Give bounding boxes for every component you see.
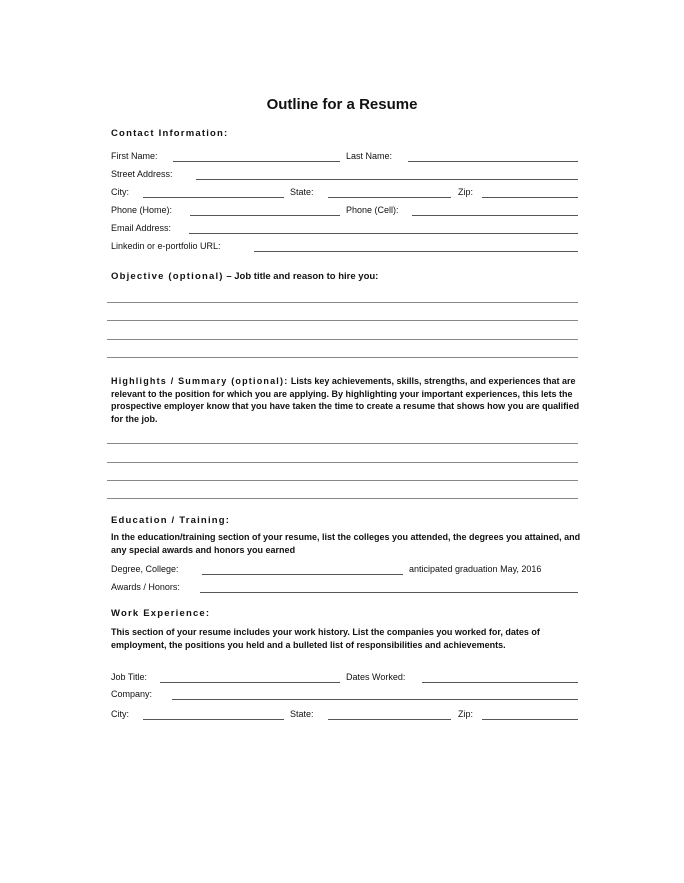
phone-cell-label: Phone (Cell): bbox=[346, 205, 399, 215]
highlights-line-3[interactable] bbox=[107, 480, 578, 481]
work-state-label: State: bbox=[290, 709, 314, 719]
company-label: Company: bbox=[111, 689, 153, 699]
job-title-field[interactable] bbox=[160, 682, 340, 683]
phone-home-field[interactable] bbox=[190, 215, 340, 216]
phone-cell-field[interactable] bbox=[412, 215, 578, 216]
objective-subtext: – Job title and reason to hire you: bbox=[223, 271, 379, 282]
phone-home-label: Phone (Home): bbox=[111, 205, 173, 215]
company-field[interactable] bbox=[172, 699, 578, 700]
email-label: Email Address: bbox=[111, 223, 172, 233]
work-state-field[interactable] bbox=[328, 719, 451, 720]
highlights-line-4[interactable] bbox=[107, 498, 578, 499]
contact-heading: Contact Information: bbox=[111, 128, 229, 139]
work-zip-field[interactable] bbox=[482, 719, 578, 720]
objective-line-3[interactable] bbox=[107, 339, 578, 340]
street-address-field[interactable] bbox=[196, 179, 578, 180]
objective-line-1[interactable] bbox=[107, 302, 578, 303]
city-label: City: bbox=[111, 187, 129, 197]
first-name-field[interactable] bbox=[173, 161, 340, 162]
email-field[interactable] bbox=[189, 233, 578, 234]
city-field[interactable] bbox=[143, 197, 284, 198]
work-city-field[interactable] bbox=[143, 719, 284, 720]
dates-worked-field[interactable] bbox=[422, 682, 578, 683]
state-field[interactable] bbox=[328, 197, 451, 198]
street-address-label: Street Address: bbox=[111, 169, 173, 179]
first-name-label: First Name: bbox=[111, 151, 158, 161]
last-name-label: Last Name: bbox=[346, 151, 393, 161]
awards-field[interactable] bbox=[200, 592, 578, 593]
awards-label: Awards / Honors: bbox=[111, 582, 180, 592]
objective-line-4[interactable] bbox=[107, 357, 578, 358]
page-title: Outline for a Resume bbox=[266, 96, 418, 113]
work-zip-label: Zip: bbox=[458, 709, 474, 719]
linkedin-field[interactable] bbox=[254, 251, 578, 252]
job-title-label: Job Title: bbox=[111, 672, 148, 682]
highlights-line-2[interactable] bbox=[107, 462, 578, 463]
graduation-note: anticipated graduation May, 2016 bbox=[409, 564, 542, 574]
highlights-line-1[interactable] bbox=[107, 443, 578, 444]
highlights-heading: Highlights / Summary (optional): bbox=[111, 376, 289, 386]
work-text: This section of your resume includes your work history. List the companies you worked for, dates of employment, the positions you held and a bulleted list of responsibilities and achievements. bbox=[111, 627, 540, 650]
dates-worked-label: Dates Worked: bbox=[346, 672, 406, 682]
objective-line-2[interactable] bbox=[107, 320, 578, 321]
zip-field[interactable] bbox=[482, 197, 578, 198]
objective-heading bbox=[111, 271, 378, 282]
work-heading: Work Experience: bbox=[111, 608, 211, 619]
education-text: In the education/training section of your resume, list the colleges you attended, the degrees you attained, and any special awards and honors you earned bbox=[111, 532, 581, 555]
linkedin-label: Linkedin or e-portfolio URL: bbox=[111, 241, 221, 251]
state-label: State: bbox=[290, 187, 314, 197]
objective-heading-title: Objective (optional) bbox=[111, 271, 224, 282]
degree-field[interactable] bbox=[202, 574, 403, 575]
work-city-label: City: bbox=[111, 709, 129, 719]
zip-label: Zip: bbox=[458, 187, 474, 197]
last-name-field[interactable] bbox=[408, 161, 578, 162]
highlights-text: Lists key achievements, skills, strengths, and experiences that are relevant to the position for which you are applying. By highlighting your important experiences, this lets the prospective employer know that you have taken the time to create a resume that shows how you are qualified for the job. bbox=[111, 376, 580, 424]
education-heading: Education / Training: bbox=[111, 515, 231, 526]
highlights-paragraph bbox=[111, 375, 581, 425]
degree-label: Degree, College: bbox=[111, 564, 179, 574]
